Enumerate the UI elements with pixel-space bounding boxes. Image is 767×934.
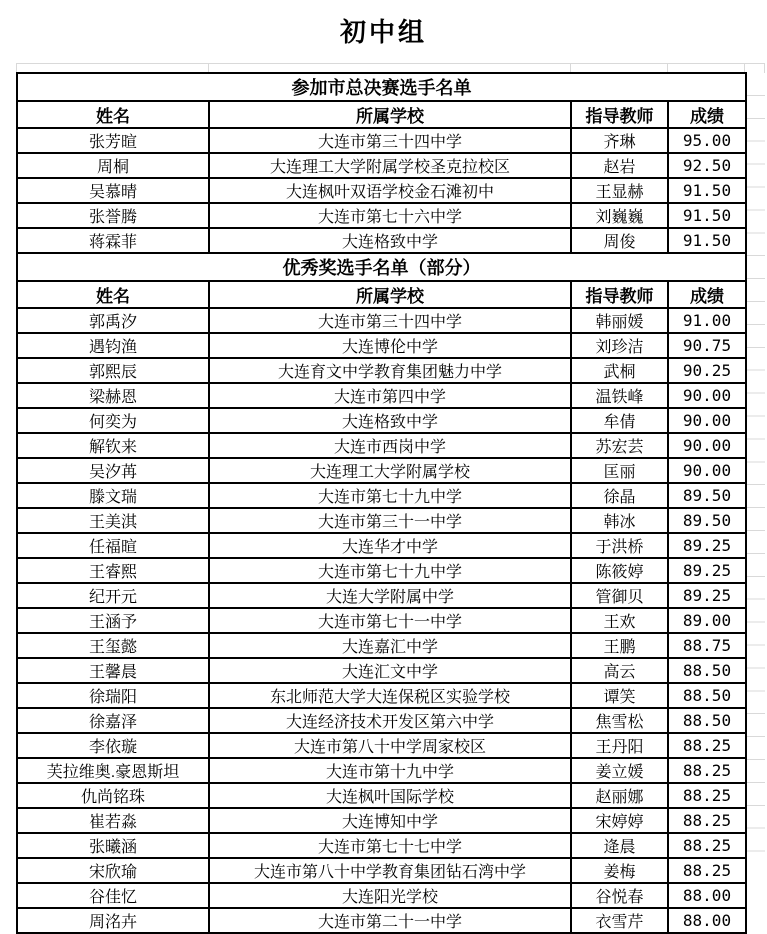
column-header-name: 姓名 (17, 101, 209, 128)
school-cell: 大连汇文中学 (209, 658, 571, 683)
score-cell: 91.50 (668, 203, 746, 228)
school-cell: 大连博知中学 (209, 808, 571, 833)
school-cell: 大连市第十九中学 (209, 758, 571, 783)
teacher-cell: 王丹阳 (571, 733, 668, 758)
name-cell: 滕文瑞 (17, 483, 209, 508)
name-cell: 郭禹汐 (17, 308, 209, 333)
score-cell: 88.25 (668, 733, 746, 758)
teacher-cell: 匡丽 (571, 458, 668, 483)
spreadsheet-gridlines (745, 73, 765, 852)
teacher-cell: 周俊 (571, 228, 668, 253)
header-row (17, 101, 746, 128)
school-cell: 大连市第八十中学教育集团钻石湾中学 (209, 858, 571, 883)
table-row (17, 358, 746, 383)
score-cell: 95.00 (668, 128, 746, 153)
score-cell: 88.50 (668, 683, 746, 708)
score-cell: 89.50 (668, 483, 746, 508)
score-cell: 91.50 (668, 178, 746, 203)
school-cell: 大连市第四中学 (209, 383, 571, 408)
score-cell: 88.25 (668, 783, 746, 808)
score-cell: 88.25 (668, 758, 746, 783)
name-cell: 王玺懿 (17, 633, 209, 658)
teacher-cell: 逄晨 (571, 833, 668, 858)
school-cell: 大连市第七十一中学 (209, 608, 571, 633)
school-cell: 大连嘉汇中学 (209, 633, 571, 658)
name-cell: 王涵予 (17, 608, 209, 633)
teacher-cell: 姜梅 (571, 858, 668, 883)
name-cell: 何奕为 (17, 408, 209, 433)
school-cell: 大连枫叶双语学校金石滩初中 (209, 178, 571, 203)
name-cell: 仇尚铭珠 (17, 783, 209, 808)
score-cell: 88.25 (668, 833, 746, 858)
teacher-cell: 韩冰 (571, 508, 668, 533)
spreadsheet-gridline (16, 63, 765, 64)
score-cell: 88.75 (668, 633, 746, 658)
teacher-cell: 赵岩 (571, 153, 668, 178)
school-cell: 大连市第二十一中学 (209, 908, 571, 933)
teacher-cell: 陈筱婷 (571, 558, 668, 583)
name-cell: 任福暄 (17, 533, 209, 558)
school-cell: 大连阳光学校 (209, 883, 571, 908)
teacher-cell: 王显赫 (571, 178, 668, 203)
table-row (17, 508, 746, 533)
results-table-body (17, 73, 746, 933)
teacher-cell: 韩丽媛 (571, 308, 668, 333)
score-cell: 90.25 (668, 358, 746, 383)
school-cell: 大连华才中学 (209, 533, 571, 558)
teacher-cell: 武桐 (571, 358, 668, 383)
score-cell: 88.00 (668, 908, 746, 933)
table-row (17, 883, 746, 908)
score-cell: 88.25 (668, 808, 746, 833)
score-cell: 92.50 (668, 153, 746, 178)
name-cell: 蒋霖菲 (17, 228, 209, 253)
teacher-cell: 谭笑 (571, 683, 668, 708)
score-cell: 89.25 (668, 583, 746, 608)
school-cell: 大连理工大学附属学校圣克拉校区 (209, 153, 571, 178)
teacher-cell: 焦雪松 (571, 708, 668, 733)
score-cell: 89.50 (668, 508, 746, 533)
table-row (17, 583, 746, 608)
name-cell: 芙拉维奥.豪恩斯坦 (17, 758, 209, 783)
table-row (17, 808, 746, 833)
table-row (17, 833, 746, 858)
column-header-teacher: 指导教师 (571, 101, 668, 128)
table-row (17, 758, 746, 783)
score-cell: 91.00 (668, 308, 746, 333)
school-cell: 东北师范大学大连保税区实验学校 (209, 683, 571, 708)
table-row (17, 308, 746, 333)
score-cell: 90.00 (668, 433, 746, 458)
school-cell: 大连市第七十九中学 (209, 483, 571, 508)
school-cell: 大连经济技术开发区第六中学 (209, 708, 571, 733)
teacher-cell: 谷悦春 (571, 883, 668, 908)
table-row (17, 908, 746, 933)
school-cell: 大连市第七十六中学 (209, 203, 571, 228)
teacher-cell: 苏宏芸 (571, 433, 668, 458)
school-cell: 大连市第三十四中学 (209, 308, 571, 333)
school-cell: 大连格致中学 (209, 408, 571, 433)
teacher-cell: 赵丽娜 (571, 783, 668, 808)
school-cell: 大连市第三十一中学 (209, 508, 571, 533)
column-header-score: 成绩 (668, 101, 746, 128)
name-cell: 崔若淼 (17, 808, 209, 833)
score-cell: 91.50 (668, 228, 746, 253)
table-row (17, 658, 746, 683)
name-cell: 纪开元 (17, 583, 209, 608)
table-row (17, 858, 746, 883)
table-row (17, 383, 746, 408)
results-table (16, 72, 747, 934)
teacher-cell: 衣雪芹 (571, 908, 668, 933)
name-cell: 王美淇 (17, 508, 209, 533)
section-title-row (17, 253, 746, 281)
name-cell: 王馨晨 (17, 658, 209, 683)
score-cell: 88.25 (668, 858, 746, 883)
teacher-cell: 管御贝 (571, 583, 668, 608)
name-cell: 张芳暄 (17, 128, 209, 153)
name-cell: 遇钧渔 (17, 333, 209, 358)
name-cell: 谷佳忆 (17, 883, 209, 908)
column-header-score: 成绩 (668, 281, 746, 308)
name-cell: 宋欣瑜 (17, 858, 209, 883)
teacher-cell: 温铁峰 (571, 383, 668, 408)
school-cell: 大连市西岗中学 (209, 433, 571, 458)
table-row (17, 633, 746, 658)
table-row (17, 458, 746, 483)
score-cell: 90.00 (668, 458, 746, 483)
section-title: 优秀奖选手名单（部分） (17, 253, 746, 281)
table-row (17, 483, 746, 508)
teacher-cell: 王鹏 (571, 633, 668, 658)
section-title-row (17, 73, 746, 101)
school-cell: 大连市第八十中学周家校区 (209, 733, 571, 758)
teacher-cell: 宋婷婷 (571, 808, 668, 833)
table-row (17, 783, 746, 808)
teacher-cell: 牟倩 (571, 408, 668, 433)
column-header-name: 姓名 (17, 281, 209, 308)
teacher-cell: 刘巍巍 (571, 203, 668, 228)
table-row (17, 178, 746, 203)
section-title: 参加市总决赛选手名单 (17, 73, 746, 101)
score-cell: 89.25 (668, 558, 746, 583)
school-cell: 大连博伦中学 (209, 333, 571, 358)
page-title: 初中组 (339, 18, 427, 47)
name-cell: 吴汐苒 (17, 458, 209, 483)
teacher-cell: 高云 (571, 658, 668, 683)
name-cell: 张誉腾 (17, 203, 209, 228)
name-cell: 周桐 (17, 153, 209, 178)
score-cell: 90.00 (668, 383, 746, 408)
table-row (17, 708, 746, 733)
teacher-cell: 齐琳 (571, 128, 668, 153)
school-cell: 大连市第三十四中学 (209, 128, 571, 153)
school-cell: 大连育文中学教育集团魅力中学 (209, 358, 571, 383)
score-cell: 89.25 (668, 533, 746, 558)
score-cell: 89.00 (668, 608, 746, 633)
table-row (17, 203, 746, 228)
school-cell: 大连枫叶国际学校 (209, 783, 571, 808)
teacher-cell: 徐晶 (571, 483, 668, 508)
name-cell: 吴慕晴 (17, 178, 209, 203)
table-row (17, 733, 746, 758)
spreadsheet-gridline (764, 63, 765, 73)
table-row (17, 433, 746, 458)
teacher-cell: 于洪桥 (571, 533, 668, 558)
name-cell: 郭熙辰 (17, 358, 209, 383)
school-cell: 大连市第七十九中学 (209, 558, 571, 583)
column-header-school: 所属学校 (209, 281, 571, 308)
name-cell: 周洺卉 (17, 908, 209, 933)
column-header-school: 所属学校 (209, 101, 571, 128)
name-cell: 张曦涵 (17, 833, 209, 858)
name-cell: 徐嘉泽 (17, 708, 209, 733)
teacher-cell: 姜立媛 (571, 758, 668, 783)
teacher-cell: 刘珍洁 (571, 333, 668, 358)
header-row (17, 281, 746, 308)
score-cell: 90.75 (668, 333, 746, 358)
name-cell: 梁赫恩 (17, 383, 209, 408)
name-cell: 王睿熙 (17, 558, 209, 583)
column-header-teacher: 指导教师 (571, 281, 668, 308)
score-cell: 88.00 (668, 883, 746, 908)
teacher-cell: 王欢 (571, 608, 668, 633)
score-cell: 88.50 (668, 708, 746, 733)
score-cell: 90.00 (668, 408, 746, 433)
table-row (17, 128, 746, 153)
school-cell: 大连格致中学 (209, 228, 571, 253)
table-row (17, 408, 746, 433)
table-row (17, 333, 746, 358)
table-row (17, 228, 746, 253)
name-cell: 解钦来 (17, 433, 209, 458)
table-row (17, 683, 746, 708)
school-cell: 大连大学附属中学 (209, 583, 571, 608)
table-row (17, 608, 746, 633)
school-cell: 大连理工大学附属学校 (209, 458, 571, 483)
name-cell: 李依璇 (17, 733, 209, 758)
table-row (17, 533, 746, 558)
school-cell: 大连市第七十七中学 (209, 833, 571, 858)
table-row (17, 153, 746, 178)
score-cell: 88.50 (668, 658, 746, 683)
name-cell: 徐瑞阳 (17, 683, 209, 708)
table-row (17, 558, 746, 583)
